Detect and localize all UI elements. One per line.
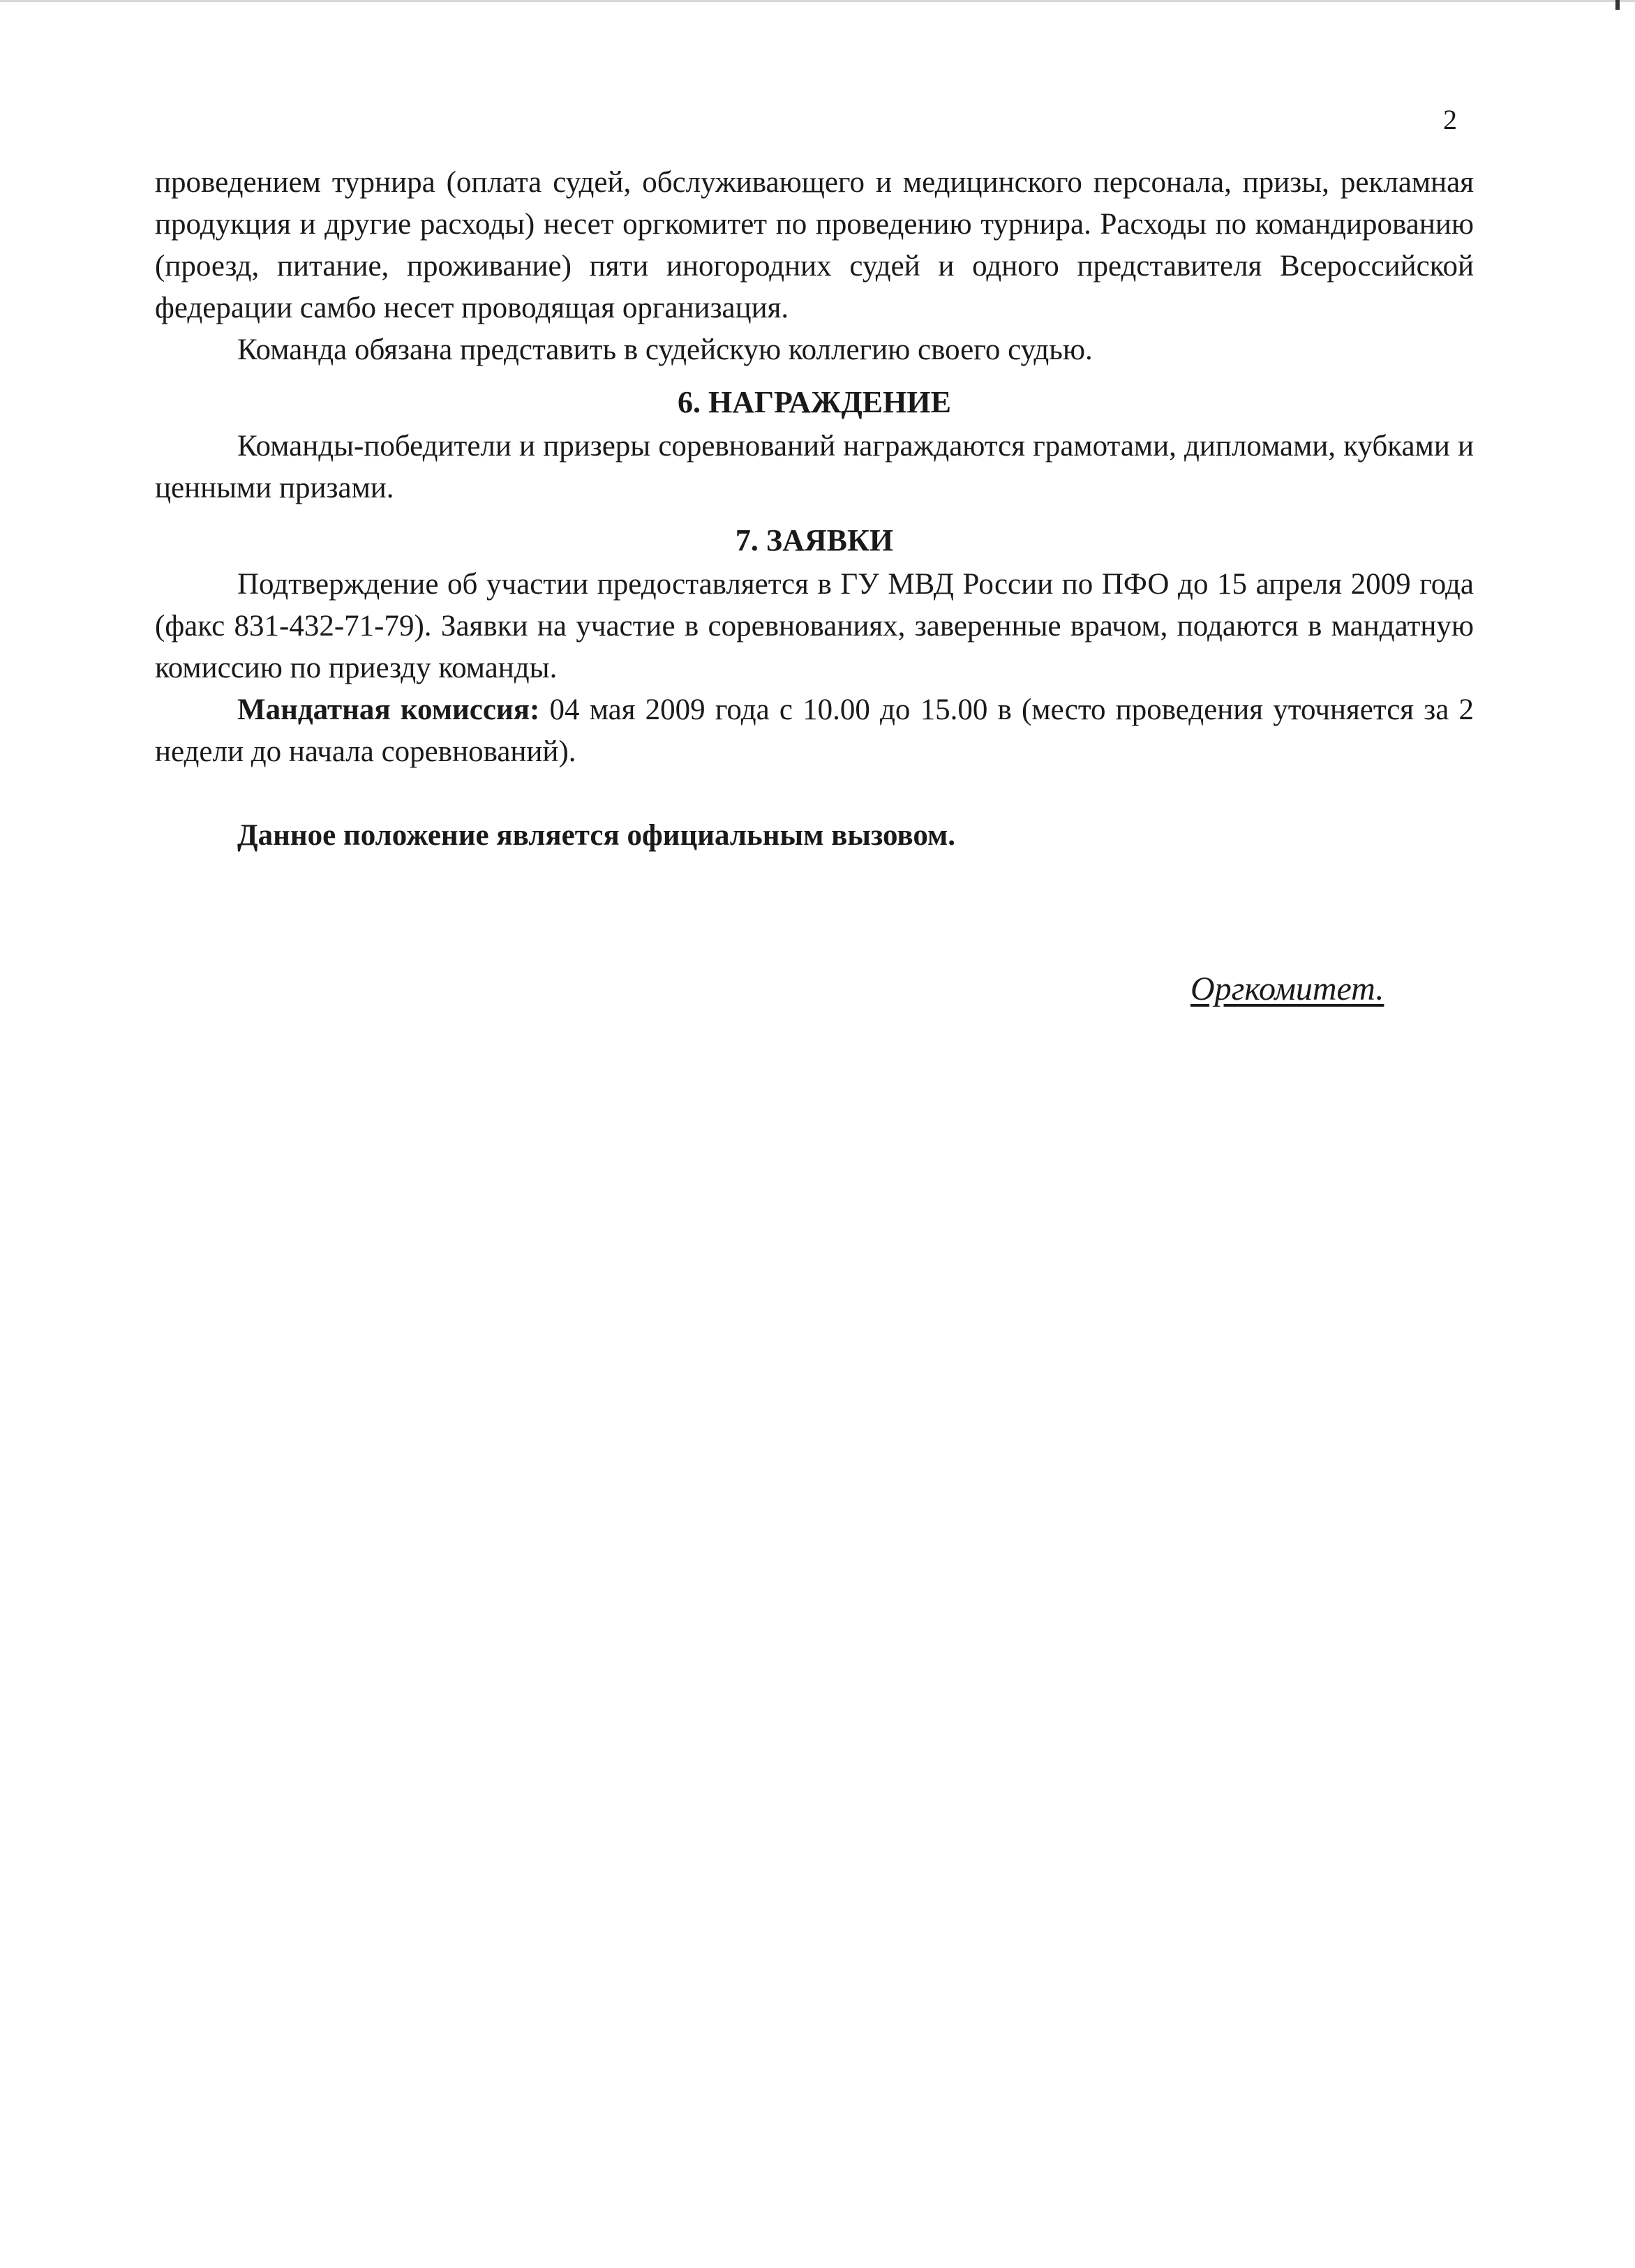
section-heading-awards: 6. НАГРАЖДЕНИЕ bbox=[678, 385, 951, 419]
paragraph-mandate-commission bbox=[155, 689, 1474, 773]
page-number: 2 bbox=[1443, 104, 1457, 135]
signature-organizing-committee: Оргкомитет. bbox=[1190, 970, 1384, 1007]
official-call-statement: Данное положение является официальным вызовом. bbox=[237, 819, 956, 852]
paragraph-expenses: проведением турнира (оплата судей, обслуживающего и медицинского персонала, призы, рекламная продукция и другие расходы) несет оргкомитет по проведению турнира. Расходы по командированию (проезд, питание, проживание) пяти иногородних судей и одного представителя Всероссийской федерации самбо несет проводящая организация. bbox=[155, 166, 1474, 324]
paragraph-applications: Подтверждение об участии предоставляется в ГУ МВД России по ПФО до 15 апреля 2009 года (факс 831-432-71-79). Заявки на участие в соревнованиях, заверенные врачом, подаются в мандатную комиссию по приезду команды. bbox=[155, 568, 1474, 684]
scan-mark bbox=[1615, 0, 1620, 10]
paragraph-awards: Команды-победители и призеры соревнований награждаются грамотами, дипломами, кубками и ценными призами. bbox=[155, 430, 1474, 504]
document-body bbox=[155, 162, 1474, 857]
mandate-commission-label: Мандатная комиссия: bbox=[237, 693, 540, 726]
scan-edge-line bbox=[0, 0, 1635, 2]
section-heading-applications: 7. ЗАЯВКИ bbox=[735, 523, 894, 557]
mandate-commission-text: 04 мая 2009 года с 10.00 до 15.00 в (место проведения уточняется за 2 недели до начала соревнований). bbox=[155, 693, 1475, 768]
paragraph-team-judge: Команда обязана представить в судейскую коллегию своего судью. bbox=[237, 333, 1093, 366]
